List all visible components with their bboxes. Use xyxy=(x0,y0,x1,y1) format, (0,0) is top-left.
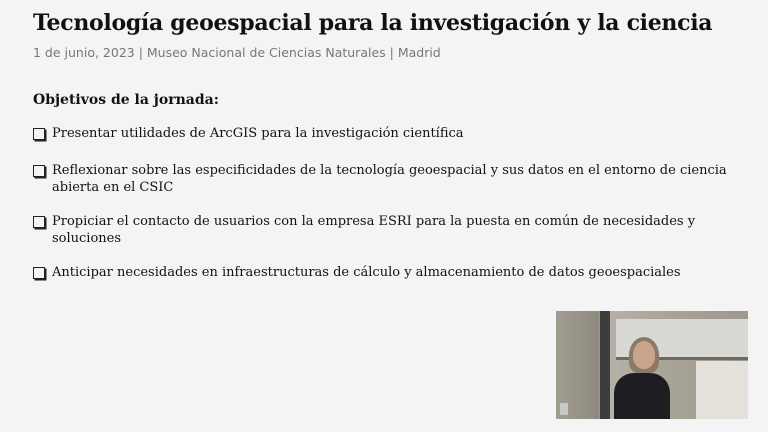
speaker-body xyxy=(614,373,670,419)
checkbox-bullet-icon xyxy=(33,165,45,177)
objective-item xyxy=(33,125,745,142)
checkbox-bullet-icon xyxy=(33,216,45,228)
video-cup xyxy=(560,403,568,415)
objective-text: Propiciar el contacto de usuarios con la empresa ESRI para la puesta en común de necesidades y soluciones xyxy=(52,214,696,246)
video-window xyxy=(696,361,748,419)
video-door-panel xyxy=(600,311,610,419)
objective-text: Reflexionar sobre las especificidades de la tecnología geoespacial y sus datos en el entorno de ciencia abierta en el CSIC xyxy=(52,163,727,195)
objective-text: Presentar utilidades de ArcGIS para la investigación científica xyxy=(52,126,464,141)
objective-item xyxy=(33,162,745,196)
speaker-video-thumbnail xyxy=(556,311,748,419)
objective-item xyxy=(33,213,745,247)
slide-subtitle: 1 de junio, 2023 | Museo Nacional de Ciencias Naturales | Madrid xyxy=(33,45,441,60)
slide-title: Tecnología geoespacial para la investigación y la ciencia xyxy=(33,10,713,36)
checkbox-bullet-icon xyxy=(33,128,45,140)
objective-item xyxy=(33,264,745,281)
speaker-head xyxy=(633,341,655,369)
checkbox-bullet-icon xyxy=(33,267,45,279)
objective-text: Anticipar necesidades en infraestructuras de cálculo y almacenamiento de datos geoespaciales xyxy=(52,265,681,280)
section-heading: Objetivos de la jornada: xyxy=(33,92,219,108)
